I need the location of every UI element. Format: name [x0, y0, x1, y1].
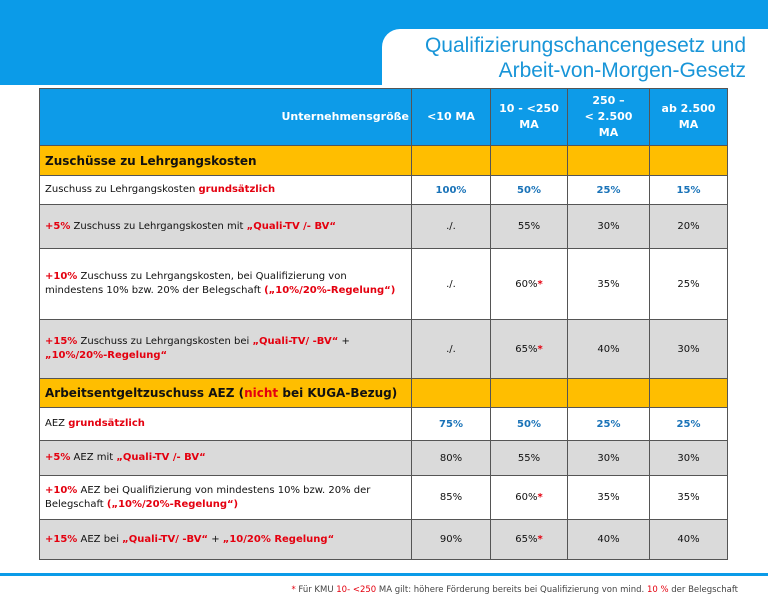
cell-value: 60%* [491, 249, 568, 320]
table-row [40, 520, 728, 560]
cell-value: 25% [650, 408, 728, 441]
column-header-size: Unternehmensgröße [40, 89, 412, 146]
cell-value: 40% [568, 520, 650, 560]
cell-value: 30% [650, 320, 728, 379]
cell-value: 75% [412, 408, 491, 441]
cell-value: 40% [568, 320, 650, 379]
cell-value: 35% [650, 476, 728, 520]
table-row [40, 441, 728, 476]
row-label: +15% Zuschuss zu Lehrgangskosten bei „Quali-TV/ -BV“ + „10%/20%-Regelung“ [40, 320, 412, 379]
cell-value: 15% [650, 176, 728, 205]
cell-value: 20% [650, 205, 728, 249]
cell-value: 30% [568, 441, 650, 476]
cell-value: 30% [650, 441, 728, 476]
row-label: +15% AEZ bei „Quali-TV/ -BV“ + „10/20% Regelung“ [40, 520, 412, 560]
section-row-aez [40, 379, 728, 408]
cell-value: 25% [568, 408, 650, 441]
column-header-ab-2500: ab 2.500 MA [650, 89, 728, 146]
section-title: Zuschüsse zu Lehrgangskosten [40, 146, 412, 176]
row-label: +5% Zuschuss zu Lehrgangskosten mit „Quali-TV /- BV“ [40, 205, 412, 249]
column-header-250-2500: 250 – < 2.500 MA [568, 89, 650, 146]
table-row [40, 408, 728, 441]
section-title: Arbeitsentgeltzuschuss AEZ (nicht bei KUGA-Bezug) [40, 379, 412, 408]
cell-value: 25% [650, 249, 728, 320]
row-label: Zuschuss zu Lehrgangskosten grundsätzlich [40, 176, 412, 205]
cell-value: 55% [491, 441, 568, 476]
cell-value: 90% [412, 520, 491, 560]
table-header-row [40, 89, 728, 146]
cell-value: 35% [568, 249, 650, 320]
cell-value: ./. [412, 205, 491, 249]
cell-value: ./. [412, 249, 491, 320]
cell-value: 35% [568, 476, 650, 520]
page-title-line-1: Qualifizierungschancengesetz und [424, 34, 746, 57]
cell-value: 65%* [491, 520, 568, 560]
cell-value: 80% [412, 441, 491, 476]
cell-value: 25% [568, 176, 650, 205]
cell-value: 50% [491, 408, 568, 441]
cell-value: ./. [412, 320, 491, 379]
table-row [40, 205, 728, 249]
column-header-10-250: 10 - <250 MA [491, 89, 568, 146]
cell-value: 50% [491, 176, 568, 205]
section-row-lehrgang [40, 146, 728, 176]
cell-value: 40% [650, 520, 728, 560]
page-title-line-2: Arbeit-von-Morgen-Gesetz [498, 59, 746, 82]
column-header-lt10: <10 MA [412, 89, 491, 146]
cell-value: 100% [412, 176, 491, 205]
row-label: +10% Zuschuss zu Lehrgangskosten, bei Qualifizierung von mindestens 10% bzw. 20% der Belegschaft („10%/20%-Regelung“) [40, 249, 412, 320]
row-label: AEZ grundsätzlich [40, 408, 412, 441]
cell-value: 55% [491, 205, 568, 249]
cell-value: 30% [568, 205, 650, 249]
funding-table [39, 88, 728, 560]
cell-value: 85% [412, 476, 491, 520]
row-label: +10% AEZ bei Qualifizierung von mindestens 10% bzw. 20% der Belegschaft („10%/20%-Regelung“) [40, 476, 412, 520]
row-label: +5% AEZ mit „Quali-TV /- BV“ [40, 441, 412, 476]
cell-value: 60%* [491, 476, 568, 520]
table-row [40, 476, 728, 520]
table-row [40, 320, 728, 379]
table-row [40, 176, 728, 205]
table-row [40, 249, 728, 320]
footer-line [0, 573, 768, 576]
cell-value: 65%* [491, 320, 568, 379]
footnote: * Für KMU 10- <250 MA gilt: höhere Förderung bereits bei Qualifizierung von mind. 10 % der Belegschaft [291, 585, 738, 595]
